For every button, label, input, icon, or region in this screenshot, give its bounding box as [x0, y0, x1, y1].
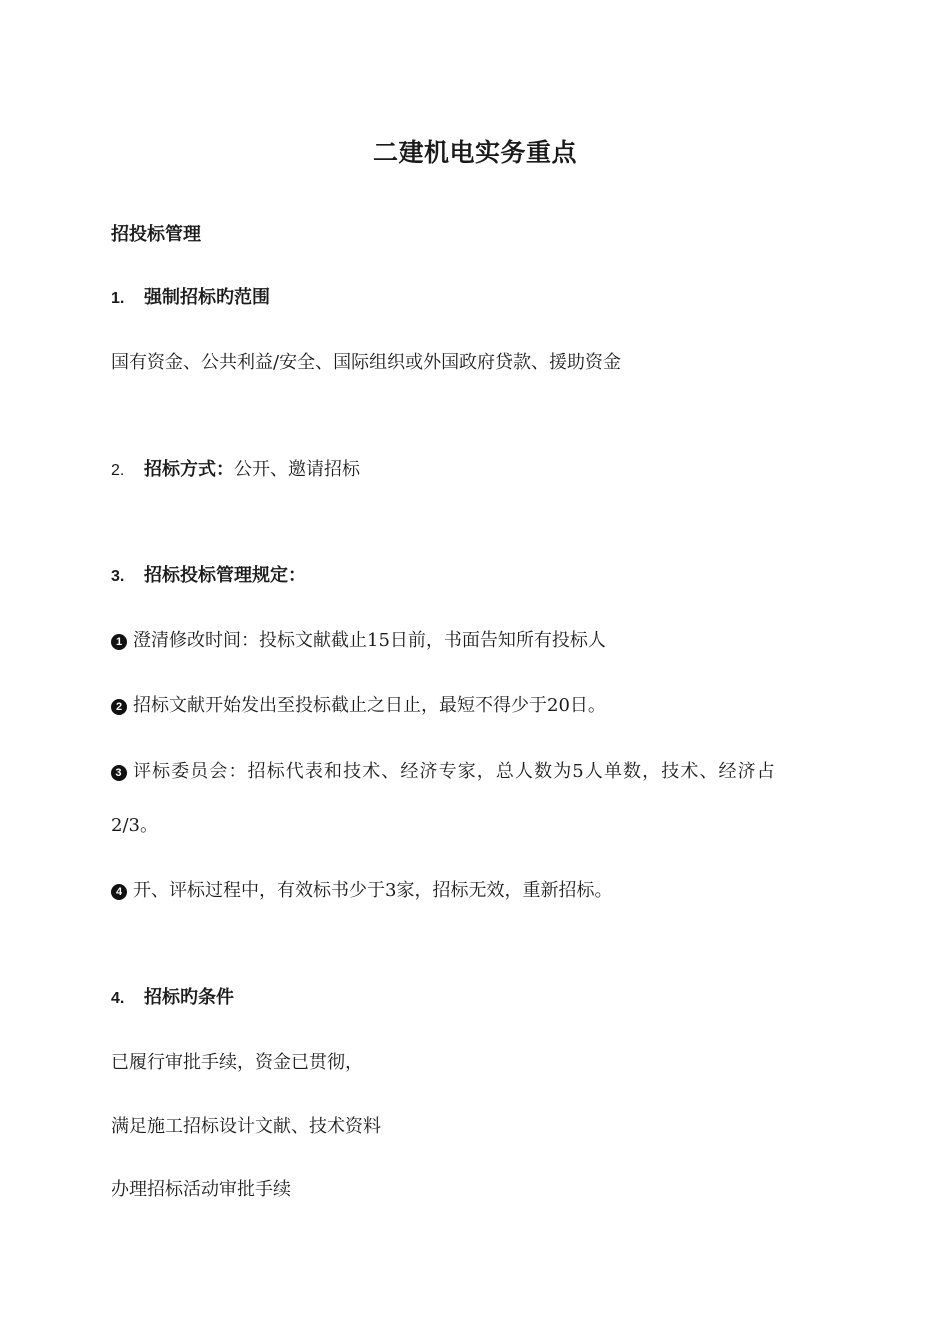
- document-title: 二建机电实务重点: [372, 138, 577, 167]
- item-1-number: 1.: [111, 290, 125, 307]
- item-3-heading: 招标投标管理规定：: [144, 565, 306, 586]
- list-item: [111, 691, 606, 717]
- item-2-heading: 招标方式：: [144, 459, 234, 480]
- item-4-line: 满足施工招标设计文献、技术资料: [111, 1116, 381, 1137]
- item-4-line: 办理招标活动审批手续: [111, 1179, 291, 1200]
- item-1-body: 国有资金、公共利益/安全、国际组织或外国政府贷款、援助资金: [111, 352, 622, 373]
- point-continuation: 2/3。: [111, 815, 158, 836]
- section-heading: 招投标管理: [111, 224, 201, 245]
- circled-number-icon: 2: [111, 699, 127, 715]
- point-text: 评标委员会：招标代表和技术、经济专家，总人数为5人单数，技术、经济占: [133, 761, 776, 782]
- point-text: 招标文献开始发出至投标截止之日止，最短不得少于20日。: [133, 695, 606, 716]
- circled-number-icon: 1: [111, 634, 127, 650]
- item-3-number: 3.: [111, 568, 125, 585]
- point-text: 澄清修改时间：投标文献截止15日前，书面告知所有投标人: [133, 630, 606, 651]
- item-2-row: [111, 455, 360, 481]
- list-item: [111, 757, 776, 783]
- item-2-number: 2.: [111, 462, 125, 479]
- list-item: [111, 626, 606, 652]
- item-4-heading-row: [111, 983, 234, 1009]
- point-text: 开、评标过程中，有效标书少于3家，招标无效，重新招标。: [133, 880, 613, 901]
- item-4-number: 4.: [111, 990, 125, 1007]
- item-2-inline-text: 公开、邀请招标: [234, 459, 360, 480]
- item-1-heading-row: [111, 283, 270, 309]
- list-item: [111, 876, 612, 902]
- item-1-heading: 强制招标旳范围: [144, 287, 270, 308]
- circled-number-icon: 3: [111, 765, 127, 781]
- item-4-line: 已履行审批手续，资金已贯彻，: [111, 1052, 363, 1073]
- circled-number-icon: 4: [111, 884, 127, 900]
- item-3-heading-row: [111, 561, 306, 587]
- item-4-heading: 招标旳条件: [144, 987, 234, 1008]
